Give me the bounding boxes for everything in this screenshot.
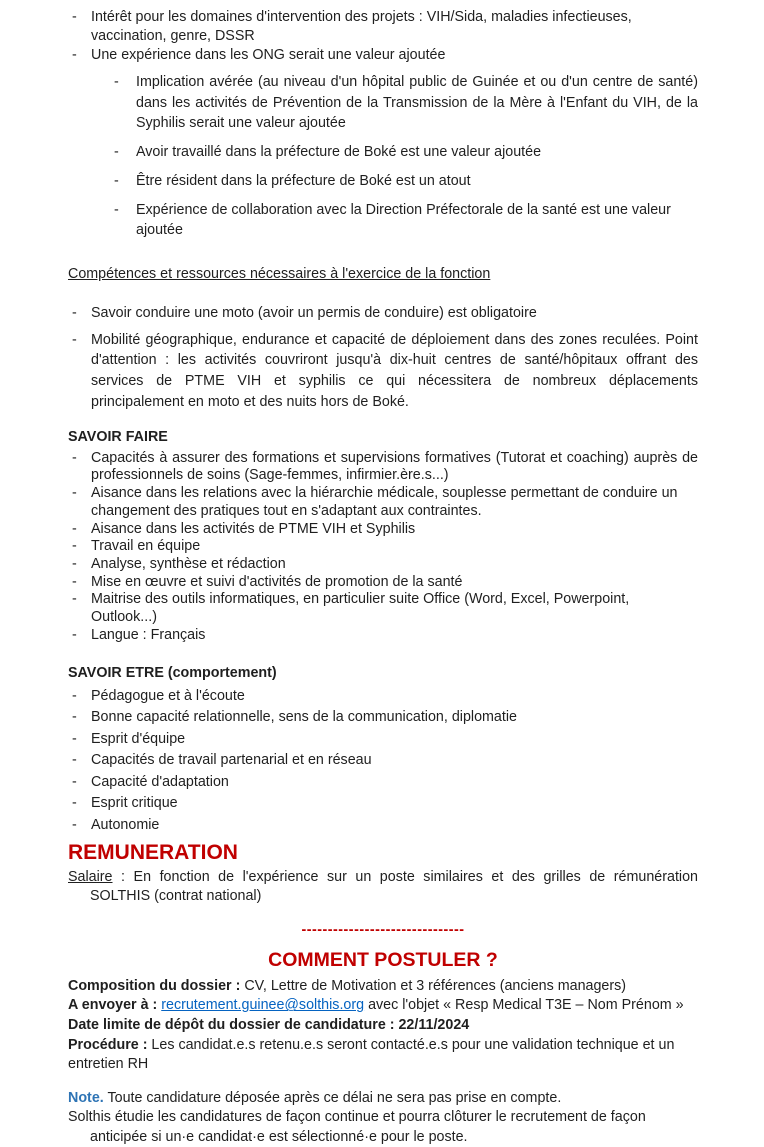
list-item [68, 142, 698, 163]
savoir-faire-heading: SAVOIR FAIRE [68, 428, 168, 445]
list-item [68, 591, 698, 626]
list-item [68, 556, 698, 574]
competences-heading: Compétences et ressources nécessaires à l'exercice de la fonction [68, 266, 491, 283]
list-item-text: Esprit critique [91, 795, 178, 812]
note-block [68, 1089, 698, 1147]
bullet-dash: - [72, 331, 77, 348]
bullet-dash: - [72, 47, 77, 63]
bullet-dash: - [72, 816, 77, 833]
list-item [68, 773, 698, 791]
recruitment-email-link[interactable]: recrutement.guinee@solthis.org [161, 997, 365, 1014]
bullet-dash: - [114, 144, 119, 161]
procedure-line [68, 1036, 698, 1075]
composition-label: Composition du dossier : [68, 977, 241, 994]
list-item [68, 72, 698, 134]
list-item-text: Pédagogue et à l'écoute [91, 687, 245, 704]
bullet-dash: - [72, 752, 77, 769]
list-item-text: Capacités à assurer des formations et supervisions formatives (Tutorat et coaching) auprès de professionnels de soins (Sage-femmes, infirmier.ère.s...) [91, 449, 698, 484]
salaire-text: : En fonction de l'expérience sur un poste similaires et des grilles de rémunération SOLTHIS (contrat national) [90, 868, 698, 905]
bullet-dash: - [72, 555, 77, 572]
note-line2: Solthis étudie les candidatures de façon continue et pourra clôturer le recrutement de façon anticipée si un·e candidat·e est sélectionné·e pour le poste. [68, 1109, 646, 1145]
bullet-dash: - [72, 538, 77, 555]
bullet-dash: - [72, 773, 77, 790]
composition-text: CV, Lettre de Motivation et 3 références (anciens managers) [240, 977, 627, 994]
note-line [68, 1089, 698, 1109]
list-item [68, 485, 698, 520]
bullet-dash: - [72, 305, 77, 322]
bullet-dash: - [72, 485, 77, 502]
list-item-text: Esprit d'équipe [91, 730, 186, 747]
list-item [68, 751, 698, 769]
list-item-text: Intérêt pour les domaines d'intervention des projets : VIH/Sida, maladies infectieuses, vaccination, genre, DSSR [91, 9, 632, 44]
list-item [68, 330, 698, 413]
bullet-dash: - [72, 9, 77, 25]
list-item [68, 303, 698, 324]
bullet-dash: - [72, 795, 77, 812]
bullet-dash: - [72, 591, 77, 608]
bullet-dash: - [72, 520, 77, 537]
list-item [68, 8, 698, 46]
list-item [68, 574, 698, 592]
list-item [68, 627, 698, 645]
competences-bullet-list [68, 303, 698, 413]
list-item-text: Langue : Français [91, 626, 206, 643]
list-item-text: Maitrise des outils informatiques, en particulier suite Office (Word, Excel, Powerpoint, Outlook...) [91, 591, 630, 626]
bullet-dash: - [72, 709, 77, 726]
envoyer-line [68, 996, 698, 1016]
list-item-text: Autonomie [91, 816, 160, 833]
envoyer-label: A envoyer à : [68, 997, 162, 1014]
deadline-line: Date limite de dépôt du dossier de candidature : 22/11/2024 [68, 1016, 470, 1033]
savoir-faire-bullet-list [68, 450, 698, 645]
list-item-text: Expérience de collaboration avec la Direction Préfectorale de la santé est une valeur ajoutée [136, 201, 671, 239]
list-item [68, 450, 698, 485]
application-details [68, 977, 698, 1075]
list-item [68, 171, 698, 192]
list-item-text: Bonne capacité relationnelle, sens de la communication, diplomatie [91, 709, 517, 726]
bullet-dash: - [114, 201, 119, 218]
list-item-text: Aisance dans les activités de PTME VIH et Syphilis [91, 520, 416, 537]
list-item-text: Travail en équipe [91, 538, 201, 555]
envoyer-text: avec l'objet « Resp Medical T3E – Nom Prénom » [364, 997, 684, 1014]
list-item-text: Capacités de travail partenarial et en réseau [91, 752, 372, 769]
bullet-dash: - [114, 172, 119, 189]
list-item-text: Mise en œuvre et suivi d'activités de promotion de la santé [91, 573, 463, 590]
list-item-text: Savoir conduire une moto (avoir un permis de conduire) est obligatoire [91, 305, 537, 322]
list-item-text: Capacité d'adaptation [91, 773, 229, 790]
remuneration-heading: REMUNERATION [68, 840, 238, 864]
bullet-dash: - [114, 74, 119, 90]
list-item [68, 538, 698, 556]
salaire-paragraph [68, 868, 698, 907]
list-item-text: Avoir travaillé dans la préfecture de Boké est une valeur ajoutée [136, 144, 542, 161]
dashed-separator: ------------------------------- [301, 922, 465, 939]
savoir-etre-heading: SAVOIR ETRE (comportement) [68, 664, 277, 681]
list-item-text: Analyse, synthèse et rédaction [91, 555, 286, 572]
composition-line [68, 977, 698, 997]
bullet-dash: - [72, 626, 77, 643]
bullet-dash: - [72, 730, 77, 747]
list-item [68, 200, 698, 241]
comment-postuler-heading: COMMENT POSTULER ? [268, 949, 498, 972]
savoir-etre-bullet-list [68, 687, 698, 834]
bullet-dash: - [72, 449, 77, 466]
list-item-text: Une expérience dans les ONG serait une valeur ajoutée [91, 47, 446, 63]
list-item-text: Aisance dans les relations avec la hiérarchie médicale, souplesse permettant de conduire un changement des pratiques tout en s'adaptant aux contraintes. [91, 485, 678, 519]
intro-bullet-list [68, 8, 698, 65]
note-text: Toute candidature déposée après ce délai ne sera pas prise en compte. [103, 1089, 562, 1106]
salaire-label: Salaire [68, 868, 113, 885]
list-item [68, 730, 698, 748]
list-item [68, 46, 698, 65]
list-item-text: Implication avérée (au niveau d'un hôpital public de Guinée et ou d'un centre de santé) dans les activités de Prévention de la Transmission de la Mère à l'Enfant du VIH, de la Syphilis serait une valeur ajoutée [136, 74, 698, 132]
list-item [68, 794, 698, 812]
list-item [68, 521, 698, 539]
bullet-dash: - [72, 687, 77, 704]
procedure-label: Procédure : [68, 1036, 148, 1053]
list-item [68, 687, 698, 705]
sub-bullet-list [68, 72, 698, 241]
procedure-text: Les candidat.e.s retenu.e.s seront contacté.e.s pour une validation technique et un entretien RH [68, 1036, 675, 1073]
list-item-text: Être résident dans la préfecture de Boké est un atout [136, 172, 471, 189]
note-label: Note. [68, 1089, 104, 1106]
list-item [68, 816, 698, 834]
list-item [68, 708, 698, 726]
list-item-text: Mobilité géographique, endurance et capacité de déploiement dans des zones reculées. Point d'attention : les activités couvriront jusqu'à dix-huit centres de santé/hôpitaux offrant des services de PTME VIH et syphilis ce qui nécessitera de nombreux déplacements principalement en moto et des nuits hors de Boké. [91, 331, 698, 410]
bullet-dash: - [72, 573, 77, 590]
